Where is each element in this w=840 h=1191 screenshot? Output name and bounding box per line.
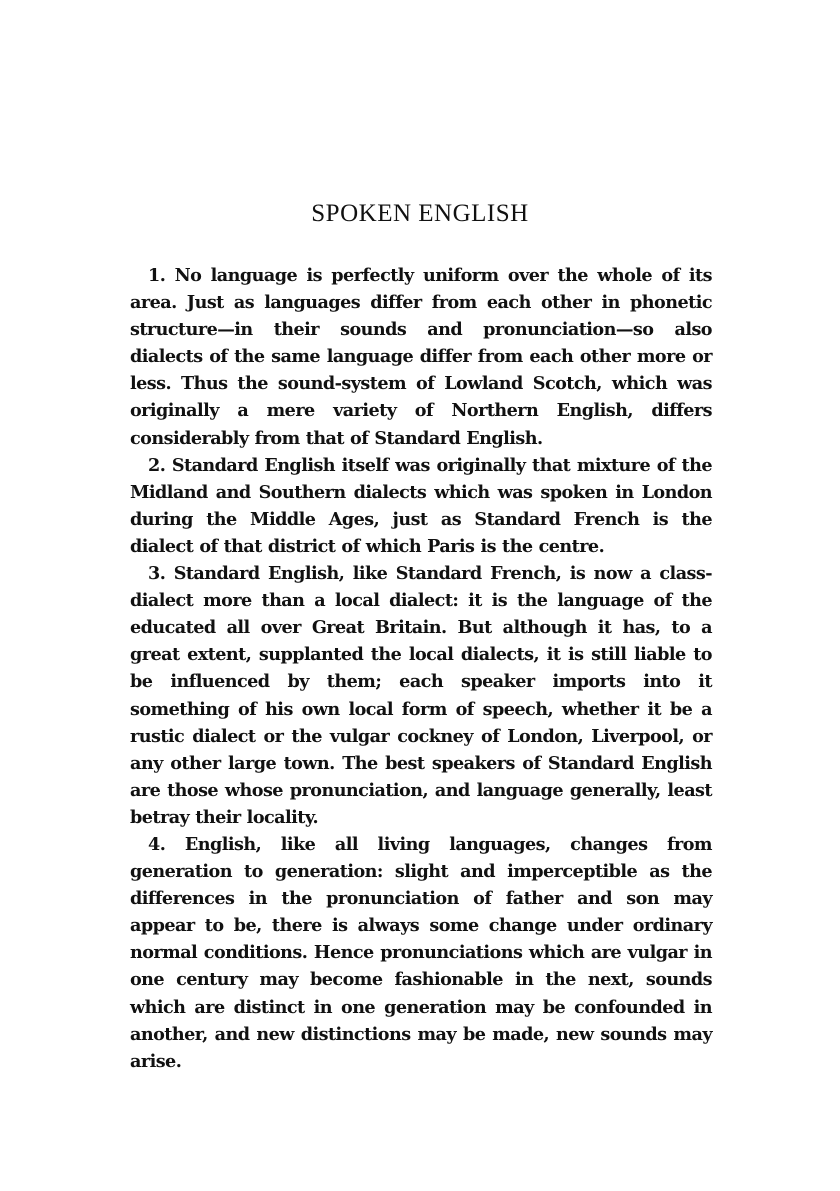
paragraph-4: 4. English, like all living languages, changes from generation to generation: slight and imperceptible as the differences in the pronunciation of father and son may appear to be, there is always some change under ordinary normal conditions. Hence pronunciations which are vulgar in one century may become fashionable in the next, sounds which are distinct in one generation may be confounded in another, and new distinctions may be made, new sounds may arise.	[130, 833, 712, 1072]
paragraph-3: 3. Standard English, like Standard French, is now a class-dialect more than a local dialect: it is the language of the educated all over Great Britain. But although it has, to a great extent, supplanted the local dialects, it is still liable to be influenced by them; each speaker imports into it something of his own local form of speech, whether it be a rustic dialect or the vulgar cockney of London, Liverpool, or any other large town. The best speakers of Standard English are those whose pronunciation, and language generally, least betray their locality.	[130, 563, 712, 828]
paragraph-1: 1. No language is perfectly uniform over the whole of its area. Just as languages differ from each other in phonetic structure—in their sounds and pronunciation—so also dialects of the same language differ from each other more or less. Thus the sound-system of Lowland Scotch, which was originally a mere variety of Northern English, differs considerably from that of Standard English.	[130, 265, 712, 449]
paragraph-2: 2. Standard English itself was originally that mixture of the Midland and Southern dialects which was spoken in London during the Middle Ages, just as Standard French is the dialect of that district of which Paris is the centre.	[130, 454, 712, 557]
body-text	[130, 262, 712, 1075]
page-title: SPOKEN ENGLISH	[311, 200, 529, 227]
